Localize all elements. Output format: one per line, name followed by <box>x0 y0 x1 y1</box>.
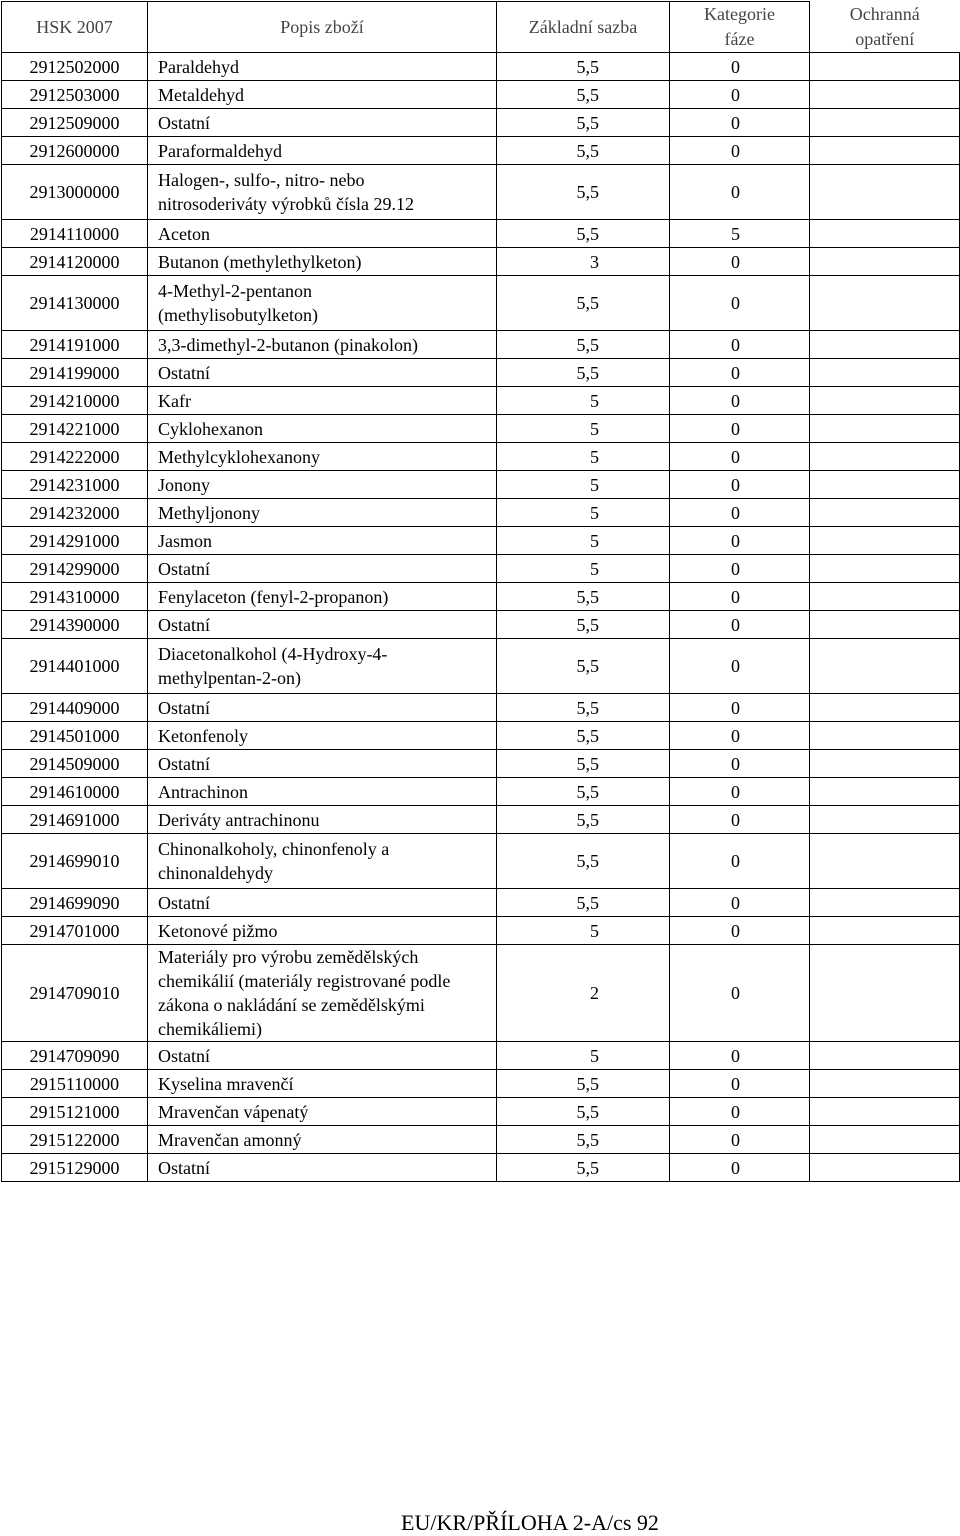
measures-cell <box>810 415 960 443</box>
category-cell: 0 <box>670 53 810 81</box>
hs-code-cell: 2914409000 <box>2 694 148 722</box>
tariff-schedule-table <box>1 1 960 1182</box>
description-cell: Aceton <box>148 220 497 248</box>
category-cell: 0 <box>670 527 810 555</box>
table-row <box>2 1154 960 1182</box>
category-cell: 5 <box>670 220 810 248</box>
hs-code-cell: 2914699090 <box>2 889 148 917</box>
description-cell: Methylcyklohexanony <box>148 443 497 471</box>
base-rate-cell: 5,5 <box>497 1098 670 1126</box>
category-cell: 0 <box>670 109 810 137</box>
table-row <box>2 220 960 248</box>
base-rate-cell: 5,5 <box>497 583 670 611</box>
description-cell: Ostatní <box>148 555 497 583</box>
category-cell: 0 <box>670 81 810 109</box>
hs-code-cell: 2914222000 <box>2 443 148 471</box>
base-rate-cell: 5,5 <box>497 1154 670 1182</box>
description-cell: Ostatní <box>148 359 497 387</box>
table-row <box>2 359 960 387</box>
hs-code-cell: 2914401000 <box>2 639 148 694</box>
description-cell: Fenylaceton (fenyl-2-propanon) <box>148 583 497 611</box>
table-row <box>2 639 960 694</box>
table-row <box>2 917 960 945</box>
category-cell: 0 <box>670 137 810 165</box>
category-cell: 0 <box>670 276 810 331</box>
table-row <box>2 1126 960 1154</box>
base-rate-cell: 5,5 <box>497 722 670 750</box>
category-cell: 0 <box>670 722 810 750</box>
hs-code-cell: 2914501000 <box>2 722 148 750</box>
category-cell: 0 <box>670 471 810 499</box>
measures-cell <box>810 611 960 639</box>
table-row <box>2 889 960 917</box>
category-cell: 0 <box>670 248 810 276</box>
table-row <box>2 1042 960 1070</box>
table-row <box>2 1070 960 1098</box>
measures-cell <box>810 331 960 359</box>
base-rate-cell: 5,5 <box>497 137 670 165</box>
table-row <box>2 415 960 443</box>
category-cell: 0 <box>670 415 810 443</box>
description-cell: Chinonalkoholy, chinonfenoly a chinonaldehydy <box>148 834 497 889</box>
base-rate-cell: 5,5 <box>497 889 670 917</box>
category-cell: 0 <box>670 694 810 722</box>
category-cell: 0 <box>670 1098 810 1126</box>
measures-cell <box>810 53 960 81</box>
measures-cell <box>810 1070 960 1098</box>
description-cell: Diacetonalkohol (4-Hydroxy-4-methylpentan-2-on) <box>148 639 497 694</box>
category-cell: 0 <box>670 443 810 471</box>
table-row <box>2 555 960 583</box>
measures-cell <box>810 81 960 109</box>
base-rate-cell: 5,5 <box>497 81 670 109</box>
hs-code-cell: 2915129000 <box>2 1154 148 1182</box>
base-rate-cell: 5,5 <box>497 1070 670 1098</box>
measures-cell <box>810 276 960 331</box>
category-cell: 0 <box>670 778 810 806</box>
hs-code-cell: 2914709010 <box>2 945 148 1042</box>
measures-cell <box>810 248 960 276</box>
table-row <box>2 137 960 165</box>
description-cell: Mravenčan vápenatý <box>148 1098 497 1126</box>
measures-cell <box>810 583 960 611</box>
description-cell: 3,3-dimethyl-2-butanon (pinakolon) <box>148 331 497 359</box>
description-cell: Ostatní <box>148 611 497 639</box>
base-rate-cell: 5,5 <box>497 694 670 722</box>
measures-cell <box>810 387 960 415</box>
category-cell: 0 <box>670 834 810 889</box>
description-cell: Mravenčan amonný <box>148 1126 497 1154</box>
measures-cell <box>810 443 960 471</box>
hs-code-cell: 2915110000 <box>2 1070 148 1098</box>
hs-code-cell: 2914130000 <box>2 276 148 331</box>
measures-cell <box>810 639 960 694</box>
hs-code-cell: 2914120000 <box>2 248 148 276</box>
table-row <box>2 611 960 639</box>
base-rate-cell: 5,5 <box>497 834 670 889</box>
hs-code-cell: 2914509000 <box>2 750 148 778</box>
category-cell: 0 <box>670 611 810 639</box>
category-cell: 0 <box>670 889 810 917</box>
description-cell: Ostatní <box>148 1154 497 1182</box>
table-row <box>2 722 960 750</box>
table-row <box>2 81 960 109</box>
hs-code-cell: 2912600000 <box>2 137 148 165</box>
hs-code-cell: 2914691000 <box>2 806 148 834</box>
category-cell: 0 <box>670 165 810 220</box>
base-rate-cell: 5 <box>497 471 670 499</box>
base-rate-cell: 5 <box>497 443 670 471</box>
header-measures-label: Ochranná opatření <box>849 3 920 49</box>
measures-cell <box>810 722 960 750</box>
measures-cell <box>810 1154 960 1182</box>
description-cell: Butanon (methylethylketon) <box>148 248 497 276</box>
base-rate-cell: 5,5 <box>497 750 670 778</box>
category-cell: 0 <box>670 583 810 611</box>
base-rate-cell: 5,5 <box>497 778 670 806</box>
description-cell: Ostatní <box>148 889 497 917</box>
header-category <box>670 2 810 53</box>
table-row <box>2 276 960 331</box>
hs-code-cell: 2912502000 <box>2 53 148 81</box>
base-rate-cell: 5,5 <box>497 806 670 834</box>
hs-code-cell: 2914699010 <box>2 834 148 889</box>
base-rate-cell: 5,5 <box>497 165 670 220</box>
table-row <box>2 331 960 359</box>
category-cell: 0 <box>670 639 810 694</box>
measures-cell <box>810 555 960 583</box>
measures-cell <box>810 806 960 834</box>
category-cell: 0 <box>670 331 810 359</box>
measures-cell <box>810 694 960 722</box>
table-row <box>2 387 960 415</box>
measures-cell <box>810 945 960 1042</box>
header-category-label: Kategorie fáze <box>704 4 775 49</box>
base-rate-cell: 5,5 <box>497 359 670 387</box>
base-rate-cell: 5 <box>497 1042 670 1070</box>
measures-cell <box>810 889 960 917</box>
table-row <box>2 778 960 806</box>
hs-code-cell: 2912503000 <box>2 81 148 109</box>
base-rate-cell: 5,5 <box>497 220 670 248</box>
hs-code-cell: 2915122000 <box>2 1126 148 1154</box>
measures-cell <box>810 1042 960 1070</box>
hs-code-cell: 2914210000 <box>2 387 148 415</box>
page-footer <box>0 1510 960 1536</box>
category-cell: 0 <box>670 806 810 834</box>
base-rate-cell: 2 <box>497 945 670 1042</box>
category-cell: 0 <box>670 750 810 778</box>
description-cell: Cyklohexanon <box>148 415 497 443</box>
base-rate-cell: 5,5 <box>497 611 670 639</box>
category-cell: 0 <box>670 945 810 1042</box>
table-row <box>2 53 960 81</box>
description-cell: Ostatní <box>148 750 497 778</box>
hs-code-cell: 2914701000 <box>2 917 148 945</box>
table-row <box>2 165 960 220</box>
base-rate-cell: 5,5 <box>497 331 670 359</box>
table-row <box>2 109 960 137</box>
description-cell: Ostatní <box>148 694 497 722</box>
measures-cell <box>810 359 960 387</box>
table-row <box>2 834 960 889</box>
base-rate-cell: 5,5 <box>497 109 670 137</box>
table-row <box>2 1098 960 1126</box>
table-row <box>2 499 960 527</box>
measures-cell <box>810 471 960 499</box>
category-cell: 0 <box>670 1070 810 1098</box>
description-cell: Materiály pro výrobu zemědělských chemikálií (materiály registrované podle zákona o nakládání se zemědělskými chemikáliemi) <box>148 945 497 1042</box>
measures-cell <box>810 1098 960 1126</box>
table-row <box>2 471 960 499</box>
hs-code-cell: 2914110000 <box>2 220 148 248</box>
table-row <box>2 443 960 471</box>
hs-code-cell: 2914291000 <box>2 527 148 555</box>
category-cell: 0 <box>670 1126 810 1154</box>
header-description: Popis zboží <box>148 2 497 53</box>
measures-cell <box>810 137 960 165</box>
measures-cell <box>810 917 960 945</box>
hs-code-cell: 2914231000 <box>2 471 148 499</box>
base-rate-cell: 5 <box>497 499 670 527</box>
base-rate-cell: 5,5 <box>497 1126 670 1154</box>
hs-code-cell: 2914299000 <box>2 555 148 583</box>
category-cell: 0 <box>670 1154 810 1182</box>
hs-code-cell: 2913000000 <box>2 165 148 220</box>
base-rate-cell: 5 <box>497 527 670 555</box>
base-rate-cell: 5 <box>497 917 670 945</box>
description-cell: Ostatní <box>148 1042 497 1070</box>
table-row <box>2 750 960 778</box>
description-cell: Metaldehyd <box>148 81 497 109</box>
description-cell: Paraldehyd <box>148 53 497 81</box>
description-cell: Kafr <box>148 387 497 415</box>
measures-cell <box>810 750 960 778</box>
hs-code-cell: 2912509000 <box>2 109 148 137</box>
measures-cell <box>810 834 960 889</box>
hs-code-cell: 2914221000 <box>2 415 148 443</box>
description-cell: Ketonfenoly <box>148 722 497 750</box>
category-cell: 0 <box>670 555 810 583</box>
measures-cell <box>810 499 960 527</box>
category-cell: 0 <box>670 499 810 527</box>
description-cell: Jonony <box>148 471 497 499</box>
category-cell: 0 <box>670 917 810 945</box>
measures-cell <box>810 778 960 806</box>
description-cell: 4-Methyl-2-pentanon (methylisobutylketon) <box>148 276 497 331</box>
hs-code-cell: 2914232000 <box>2 499 148 527</box>
description-cell: Ostatní <box>148 109 497 137</box>
measures-cell <box>810 527 960 555</box>
base-rate-cell: 5 <box>497 555 670 583</box>
base-rate-cell: 5,5 <box>497 276 670 331</box>
base-rate-cell: 5,5 <box>497 639 670 694</box>
category-cell: 0 <box>670 1042 810 1070</box>
base-rate-cell: 3 <box>497 248 670 276</box>
table-row <box>2 248 960 276</box>
description-cell: Methyljonony <box>148 499 497 527</box>
hs-code-cell: 2914709090 <box>2 1042 148 1070</box>
measures-cell <box>810 1126 960 1154</box>
hs-code-cell: 2914390000 <box>2 611 148 639</box>
table-row <box>2 945 960 1042</box>
table-row <box>2 806 960 834</box>
description-cell: Paraformaldehyd <box>148 137 497 165</box>
description-cell: Deriváty antrachinonu <box>148 806 497 834</box>
base-rate-cell: 5,5 <box>497 53 670 81</box>
hs-code-cell: 2914310000 <box>2 583 148 611</box>
measures-cell <box>810 109 960 137</box>
base-rate-cell: 5 <box>497 387 670 415</box>
description-cell: Jasmon <box>148 527 497 555</box>
header-hs-code: HSK 2007 <box>2 2 148 53</box>
hs-code-cell: 2915121000 <box>2 1098 148 1126</box>
hs-code-cell: 2914199000 <box>2 359 148 387</box>
description-cell: Ketonové pižmo <box>148 917 497 945</box>
category-cell: 0 <box>670 387 810 415</box>
hs-code-cell: 2914191000 <box>2 331 148 359</box>
measures-cell <box>810 165 960 220</box>
hs-code-cell: 2914610000 <box>2 778 148 806</box>
description-cell: Antrachinon <box>148 778 497 806</box>
header-measures <box>810 2 960 53</box>
table-row <box>2 694 960 722</box>
header-base-rate: Základní sazba <box>497 2 670 53</box>
header-row <box>2 2 960 53</box>
table-row <box>2 527 960 555</box>
category-cell: 0 <box>670 359 810 387</box>
base-rate-cell: 5 <box>497 415 670 443</box>
table-row <box>2 583 960 611</box>
description-cell: Halogen-, sulfo-, nitro- nebo nitrosoderiváty výrobků čísla 29.12 <box>148 165 497 220</box>
description-cell: Kyselina mravenčí <box>148 1070 497 1098</box>
measures-cell <box>810 220 960 248</box>
footer-reference: EU/KR/PŘÍLOHA 2-A/cs 92 <box>401 1510 659 1535</box>
